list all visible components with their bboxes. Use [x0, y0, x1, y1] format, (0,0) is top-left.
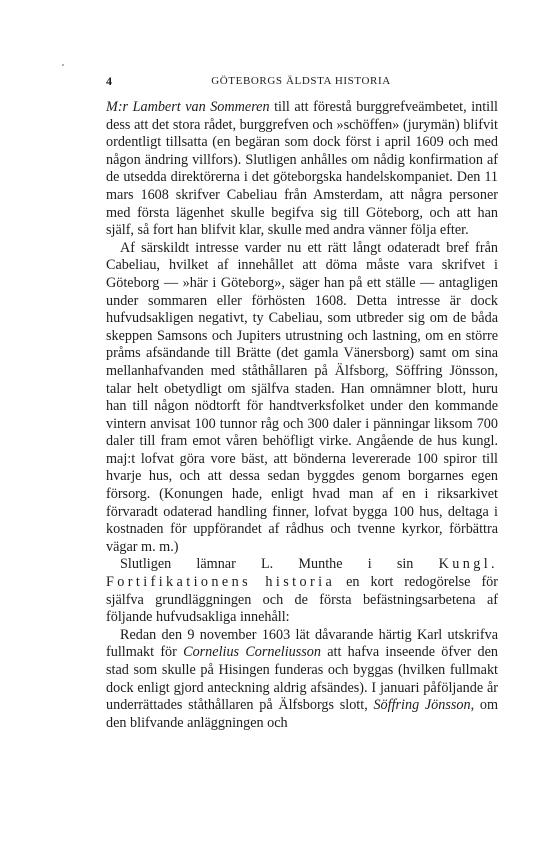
text-run: till att förestå burggrefveämbetet, intill dess att det stora rådet, burggrefven och »schöffen» (jurymän) blifvit ordentligt tillsatta (en begäran som dock först i april 1609 och med någon ändring villfors). Slutligen anhålles om nådig konfirmation af de utsedda direktörerna i det göteborgska handelskompaniet. Den 11 mars 1608 skrifver Cabeliau från Amsterdam, att några personer med första lägenhet skulle begifva sig till Göteborg, och att han själf, så fort han blifvit klar, skulle med andra vänner följa efter. [106, 99, 498, 239]
text-run: att hafva inseende öfver den stad som skulle på Hisingen funderas och byggas (hvilken fullmakt dock enligt gjord anteckning aldrig afsändes). I januari påföljande år underrättades ståthållaren på Älfsborgs slott, [106, 644, 498, 714]
text-run: Cornelius Corneliusson [183, 644, 321, 661]
paragraph-3 [106, 556, 498, 626]
text-run: Slutligen lämnar L. Munthe i sin [120, 556, 439, 573]
page-number: 4 [106, 74, 113, 88]
text-run: Redan den 9 november 1603 lät dåvarande härtig Karl utskrifva fullmakt för [106, 626, 498, 661]
text-run: Kungl. Fortifikationens historia [106, 556, 498, 591]
text-run: en kort redogörelse för själfva grundläggningen och de första befästningsarbetena af följande hufvudsakliga innehåll: [106, 574, 498, 626]
text-run: M:r Lambert van Sommeren [106, 99, 270, 115]
text-run: Af särskildt intresse varder nu ett rätt långt odateradt bref från Cabeliau, hvilket af innehållet att döma måste vara skrifvet i Göteborg — »här i Göteborg», säger han på ett ställe — antagligen under sommaren eller förhösten 1608. Detta intresse är dock hufvudsakligen negativt, ty Cabeliau, som utbreder sig om de båda skeppen Samsons och Jupiters utrustning och lastning, om en större pråms afsändande till Brätte (det gamla Vänersborg) samt om sina mellanhafvanden med ståthållaren på Älfsborg, Söffring Jönsson, talar helt obetydligt om själfva staden. Han omnämner blott, huru han till någon nödtorft för handtverksfolket under den kommande vintern anvisat 100 tunnor råg och 300 daler i pänningar liksom 700 daler till fram emot våren behöfligt virke. Angående de hus kungl. maj:t lofvat göra vore bäst, att bönderna levererade 100 spiror till hvarje hus, och att dessa sedan byggdes genom borgarnes egen försorg. (Konungen hade, enligt hvad man af en i riksarkivet förvaradt odaterad handling finner, lofvat bygga 100 hus, deltaga i kostnaden för uppförandet af rådhus och tvenne kyrkor, förbättra vägar m. m.) [106, 239, 498, 555]
text-run: , om den blifvande anläggningen och [106, 697, 498, 731]
page-speck [62, 64, 64, 66]
paragraph-2 [106, 240, 498, 557]
text-run: Söffring Jönsson [373, 697, 471, 714]
paragraph-1 [106, 99, 498, 240]
running-title: GÖTEBORGS ÄLDSTA HISTORIA [211, 75, 391, 87]
paragraph-4 [106, 627, 498, 733]
running-header [106, 74, 496, 94]
body-text [106, 99, 498, 732]
